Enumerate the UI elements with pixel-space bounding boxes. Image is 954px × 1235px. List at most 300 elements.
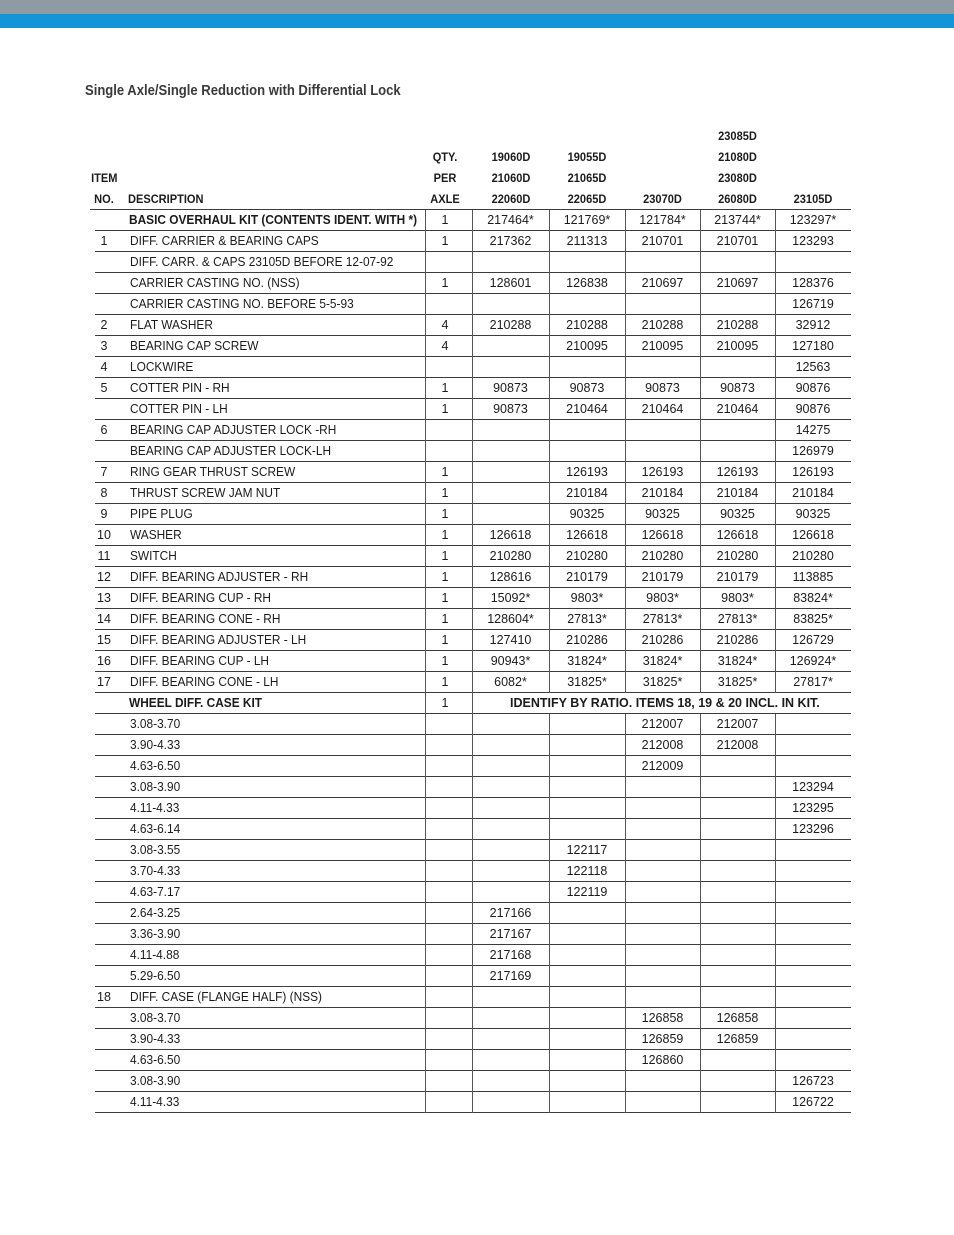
- column-divider: [625, 882, 626, 903]
- item-number: 4: [100, 360, 108, 374]
- column-divider: [775, 966, 776, 987]
- column-divider: [549, 231, 550, 252]
- column-divider: [549, 588, 550, 609]
- column-divider: [700, 315, 701, 336]
- part-number: [700, 819, 775, 840]
- header-model-4-line-2: 21080D: [718, 150, 757, 164]
- part-description: 4.63-6.50: [130, 759, 181, 773]
- column-divider: [625, 861, 626, 882]
- part-description: WASHER: [130, 528, 182, 542]
- part-number: [625, 882, 700, 903]
- column-divider: [549, 1092, 550, 1113]
- column-divider: [425, 567, 426, 588]
- part-number: 128376: [792, 276, 834, 290]
- column-divider: [472, 525, 473, 546]
- header-model-1-line-1: 19060D: [491, 150, 531, 164]
- column-divider: [472, 903, 473, 924]
- column-divider: [775, 1092, 776, 1113]
- item-number: [90, 924, 118, 945]
- column-divider: [472, 483, 473, 504]
- column-divider: [472, 252, 473, 273]
- part-description: 3.08-3.90: [130, 780, 181, 794]
- item-number: 9: [100, 507, 108, 521]
- part-description: 3.08-3.70: [130, 717, 181, 731]
- part-number: [775, 1029, 851, 1050]
- part-description: DIFF. CASE (FLANGE HALF) (NSS): [130, 990, 323, 1004]
- part-number: [700, 1050, 775, 1071]
- column-divider: [775, 672, 776, 693]
- part-number: 210288: [489, 318, 532, 332]
- column-divider: [549, 756, 550, 777]
- column-divider: [775, 420, 776, 441]
- column-divider: [625, 210, 626, 231]
- parts-table: [90, 0, 851, 1235]
- table-row: [90, 693, 851, 714]
- part-number: [472, 357, 549, 378]
- header-model-2-line-3: 22065D: [567, 192, 607, 206]
- column-divider: [775, 1050, 776, 1071]
- qty-per-axle: [425, 777, 465, 798]
- part-description: RING GEAR THRUST SCREW: [130, 465, 296, 479]
- header-model-1-line-3: 22060D: [491, 192, 531, 206]
- column-divider: [775, 1029, 776, 1050]
- part-number: 113885: [792, 570, 834, 584]
- table-row: [90, 315, 851, 336]
- column-divider: [775, 840, 776, 861]
- table-row: [90, 756, 851, 777]
- column-divider: [625, 1008, 626, 1029]
- column-divider: [425, 294, 426, 315]
- part-number: [625, 861, 700, 882]
- header-model-5-line-1: 23105D: [793, 192, 833, 206]
- part-number: 122118: [566, 864, 608, 878]
- item-number: 6: [100, 423, 108, 437]
- column-divider: [425, 840, 426, 861]
- column-divider: [625, 441, 626, 462]
- part-number: 15092*: [490, 591, 531, 605]
- column-divider: [775, 210, 776, 231]
- part-number: 126618: [566, 528, 608, 542]
- part-number: 127410: [489, 633, 532, 647]
- part-number: 83824*: [793, 591, 833, 605]
- part-number: 210288: [566, 318, 608, 332]
- part-number: [700, 882, 775, 903]
- qty-per-axle: 1: [441, 465, 449, 479]
- item-number: 17: [97, 675, 111, 689]
- column-divider: [775, 924, 776, 945]
- part-number: [549, 1029, 625, 1050]
- part-number: [472, 504, 549, 525]
- column-divider: [625, 1050, 626, 1071]
- table-row: [90, 945, 851, 966]
- column-divider: [625, 966, 626, 987]
- item-number: [90, 945, 118, 966]
- column-divider: [625, 462, 626, 483]
- part-number: 31824*: [567, 654, 607, 668]
- part-number: 123297*: [789, 213, 837, 227]
- column-divider: [700, 924, 701, 945]
- column-divider: [775, 315, 776, 336]
- part-description: COTTER PIN - RH: [130, 381, 230, 395]
- part-number: [700, 357, 775, 378]
- column-divider: [472, 861, 473, 882]
- part-number: [549, 420, 625, 441]
- part-number: [700, 294, 775, 315]
- part-number: 210179: [641, 570, 684, 584]
- header-qty-line-3: AXLE: [430, 192, 460, 206]
- part-number: [775, 756, 851, 777]
- column-divider: [472, 273, 473, 294]
- part-number: [472, 252, 549, 273]
- column-divider: [700, 819, 701, 840]
- part-number: 217168: [489, 948, 532, 962]
- part-number: [549, 714, 625, 735]
- table-row: [90, 588, 851, 609]
- part-number: 210280: [792, 549, 834, 563]
- part-number: 217167: [489, 927, 532, 941]
- column-divider: [425, 399, 426, 420]
- part-description: DIFF. CARRIER & BEARING CAPS: [130, 234, 319, 248]
- part-number: [472, 714, 549, 735]
- qty-per-axle: [425, 714, 465, 735]
- column-divider: [625, 651, 626, 672]
- part-number: [549, 1092, 625, 1113]
- column-divider: [625, 756, 626, 777]
- qty-per-axle: 1: [441, 591, 449, 605]
- item-number: [90, 840, 118, 861]
- part-number: [472, 819, 549, 840]
- part-number: 122117: [566, 843, 608, 857]
- column-divider: [700, 1029, 701, 1050]
- header-model-2-line-1: 19055D: [567, 150, 607, 164]
- item-number: [90, 966, 118, 987]
- item-number: [90, 735, 118, 756]
- part-number: [549, 945, 625, 966]
- column-divider: [775, 1071, 776, 1092]
- part-number: [625, 252, 700, 273]
- column-divider: [625, 1029, 626, 1050]
- header-model-1-line-2: 21060D: [491, 171, 531, 185]
- column-divider: [775, 483, 776, 504]
- part-number: 126859: [716, 1032, 759, 1046]
- column-divider: [549, 462, 550, 483]
- part-number: [625, 924, 700, 945]
- part-number: [472, 1029, 549, 1050]
- table-row: [90, 1029, 851, 1050]
- header-description: DESCRIPTION: [128, 192, 204, 206]
- table-row: [90, 882, 851, 903]
- item-number: 5: [100, 381, 108, 395]
- column-divider: [425, 735, 426, 756]
- header-model-4-line-4: 26080D: [718, 192, 757, 206]
- qty-per-axle: 1: [441, 507, 449, 521]
- part-description: DIFF. BEARING CONE - LH: [130, 675, 279, 689]
- part-number: 212009: [641, 759, 684, 773]
- table-row: [90, 231, 851, 252]
- column-divider: [549, 735, 550, 756]
- column-divider: [472, 399, 473, 420]
- part-number: [549, 357, 625, 378]
- part-number: [472, 987, 549, 1008]
- qty-per-axle: [425, 735, 465, 756]
- column-divider: [549, 252, 550, 273]
- part-number: 90873: [493, 381, 528, 395]
- part-number: [775, 882, 851, 903]
- part-number: [775, 1050, 851, 1071]
- table-row: [90, 1092, 851, 1113]
- part-number: [700, 840, 775, 861]
- part-description: 3.90-4.33: [130, 738, 181, 752]
- column-divider: [775, 987, 776, 1008]
- part-number: 210184: [641, 486, 684, 500]
- item-number: [90, 777, 118, 798]
- part-number: 210184: [792, 486, 834, 500]
- part-number: 126618: [792, 528, 834, 542]
- column-divider: [700, 756, 701, 777]
- part-number: [775, 903, 851, 924]
- column-divider: [700, 378, 701, 399]
- column-divider: [700, 483, 701, 504]
- part-number: [549, 735, 625, 756]
- column-divider: [425, 231, 426, 252]
- item-number: 3: [100, 339, 108, 353]
- qty-per-axle: 1: [441, 213, 449, 227]
- part-number: [472, 1092, 549, 1113]
- column-divider: [472, 987, 473, 1008]
- part-number: 210701: [716, 234, 759, 248]
- part-number: 210280: [641, 549, 684, 563]
- column-divider: [625, 546, 626, 567]
- part-number: 126618: [716, 528, 759, 542]
- part-number: 90325: [569, 507, 605, 521]
- part-number: 210286: [641, 633, 684, 647]
- header-item-line-2: NO.: [94, 192, 114, 206]
- part-number: [472, 840, 549, 861]
- column-divider: [549, 441, 550, 462]
- column-divider: [700, 798, 701, 819]
- column-divider: [625, 483, 626, 504]
- column-divider: [549, 861, 550, 882]
- column-divider: [549, 819, 550, 840]
- part-number: [700, 420, 775, 441]
- column-divider: [549, 504, 550, 525]
- column-divider: [775, 525, 776, 546]
- part-number: [549, 294, 625, 315]
- part-number: 27813*: [642, 612, 683, 626]
- column-divider: [700, 462, 701, 483]
- column-divider: [472, 882, 473, 903]
- column-divider: [700, 1092, 701, 1113]
- part-number: 123293: [792, 234, 834, 248]
- part-number: [549, 756, 625, 777]
- part-description: 3.08-3.55: [130, 843, 181, 857]
- qty-per-axle: 1: [441, 570, 449, 584]
- column-divider: [425, 819, 426, 840]
- qty-per-axle: 1: [441, 633, 449, 647]
- part-number: 213744*: [714, 213, 761, 227]
- item-number: 1: [100, 234, 108, 248]
- part-number: 210464: [641, 402, 684, 416]
- column-divider: [625, 252, 626, 273]
- part-number: 27817*: [793, 675, 833, 689]
- table-row: [90, 798, 851, 819]
- column-divider: [775, 651, 776, 672]
- header-model-4-line-1: 23085D: [718, 129, 757, 143]
- column-divider: [472, 588, 473, 609]
- item-number: 16: [97, 654, 111, 668]
- part-number: [472, 1071, 549, 1092]
- column-divider: [549, 798, 550, 819]
- column-divider: [775, 462, 776, 483]
- qty-per-axle: 4: [441, 318, 449, 332]
- part-number: 210095: [641, 339, 684, 353]
- column-divider: [425, 1050, 426, 1071]
- column-divider: [472, 945, 473, 966]
- part-number: 210286: [566, 633, 608, 647]
- column-divider: [700, 840, 701, 861]
- part-number: [472, 735, 549, 756]
- column-divider: [425, 336, 426, 357]
- column-divider: [472, 1029, 473, 1050]
- part-description: 4.11-4.33: [130, 801, 180, 815]
- column-divider: [700, 546, 701, 567]
- part-number: 32912: [795, 318, 831, 332]
- table-row: [90, 672, 851, 693]
- column-divider: [425, 903, 426, 924]
- item-number: [90, 882, 118, 903]
- part-number: [700, 945, 775, 966]
- part-number: 6082*: [494, 675, 527, 689]
- column-divider: [472, 1071, 473, 1092]
- table-row: [90, 399, 851, 420]
- column-divider: [775, 630, 776, 651]
- column-divider: [775, 378, 776, 399]
- part-number: [625, 945, 700, 966]
- column-divider: [700, 294, 701, 315]
- part-description: DIFF. BEARING CUP - RH: [130, 591, 271, 605]
- column-divider: [700, 525, 701, 546]
- column-divider: [425, 378, 426, 399]
- part-number: 128616: [489, 570, 532, 584]
- item-number: [90, 252, 118, 273]
- column-divider: [425, 546, 426, 567]
- header-model-3-line-1: 23070D: [643, 192, 682, 206]
- part-number: 126924*: [789, 654, 837, 668]
- part-description: 3.08-3.70: [130, 1011, 181, 1025]
- part-number: [700, 903, 775, 924]
- part-number: [625, 966, 700, 987]
- part-number: 126979: [792, 444, 834, 458]
- column-divider: [425, 882, 426, 903]
- column-divider: [425, 777, 426, 798]
- part-number: 210179: [716, 570, 759, 584]
- qty-per-axle: [425, 756, 465, 777]
- column-divider: [472, 504, 473, 525]
- column-divider: [472, 609, 473, 630]
- part-number: [700, 861, 775, 882]
- qty-per-axle: 1: [441, 612, 449, 626]
- column-divider: [472, 840, 473, 861]
- item-number: 2: [100, 318, 108, 332]
- part-description: 3.90-4.33: [130, 1032, 181, 1046]
- part-number: 90876: [795, 402, 831, 416]
- column-divider: [472, 294, 473, 315]
- column-divider: [775, 399, 776, 420]
- column-divider: [549, 966, 550, 987]
- part-number: [549, 1050, 625, 1071]
- part-number: 210184: [566, 486, 608, 500]
- part-number: [775, 252, 851, 273]
- part-description: 3.36-3.90: [130, 927, 181, 941]
- column-divider: [549, 378, 550, 399]
- column-divider: [700, 1071, 701, 1092]
- column-divider: [700, 987, 701, 1008]
- part-description: CARRIER CASTING NO. (NSS): [130, 276, 300, 290]
- column-divider: [425, 420, 426, 441]
- table-row: [90, 1071, 851, 1092]
- part-number: 217464*: [487, 213, 534, 227]
- item-number: [90, 798, 118, 819]
- column-divider: [549, 546, 550, 567]
- part-number: [625, 819, 700, 840]
- part-number: 210095: [566, 339, 608, 353]
- table-row: [90, 546, 851, 567]
- column-divider: [700, 588, 701, 609]
- part-description: PIPE PLUG: [130, 507, 193, 521]
- part-number: 121784*: [639, 213, 686, 227]
- qty-per-axle: [425, 924, 465, 945]
- part-number: 210464: [716, 402, 759, 416]
- column-divider: [775, 798, 776, 819]
- part-number: 14275: [795, 423, 831, 437]
- part-number: 127180: [792, 339, 834, 353]
- part-description: THRUST SCREW JAM NUT: [130, 486, 281, 500]
- column-divider: [775, 609, 776, 630]
- column-divider: [700, 651, 701, 672]
- part-number: 217362: [489, 234, 532, 248]
- column-divider: [625, 336, 626, 357]
- column-divider: [625, 987, 626, 1008]
- column-divider: [700, 777, 701, 798]
- column-divider: [425, 861, 426, 882]
- column-divider: [775, 882, 776, 903]
- part-number: [549, 1008, 625, 1029]
- part-number: [549, 924, 625, 945]
- part-number: [625, 777, 700, 798]
- column-divider: [549, 651, 550, 672]
- part-number: [625, 903, 700, 924]
- column-divider: [625, 378, 626, 399]
- header-model-2-line-2: 21065D: [567, 171, 607, 185]
- column-divider: [549, 609, 550, 630]
- part-number: [472, 798, 549, 819]
- part-number: 126838: [566, 276, 608, 290]
- item-number: [90, 714, 118, 735]
- part-description: 2.64-3.25: [130, 906, 181, 920]
- part-number: 90325: [720, 507, 755, 521]
- part-number: 123296: [792, 822, 834, 836]
- qty-per-axle: 4: [441, 339, 449, 353]
- header-model-4-line-3: 23080D: [718, 171, 757, 185]
- column-divider: [425, 357, 426, 378]
- column-divider: [775, 903, 776, 924]
- table-row: [90, 210, 851, 231]
- item-number: [90, 819, 118, 840]
- column-divider: [549, 357, 550, 378]
- part-number: [700, 441, 775, 462]
- column-divider: [425, 252, 426, 273]
- part-number: 126193: [641, 465, 684, 479]
